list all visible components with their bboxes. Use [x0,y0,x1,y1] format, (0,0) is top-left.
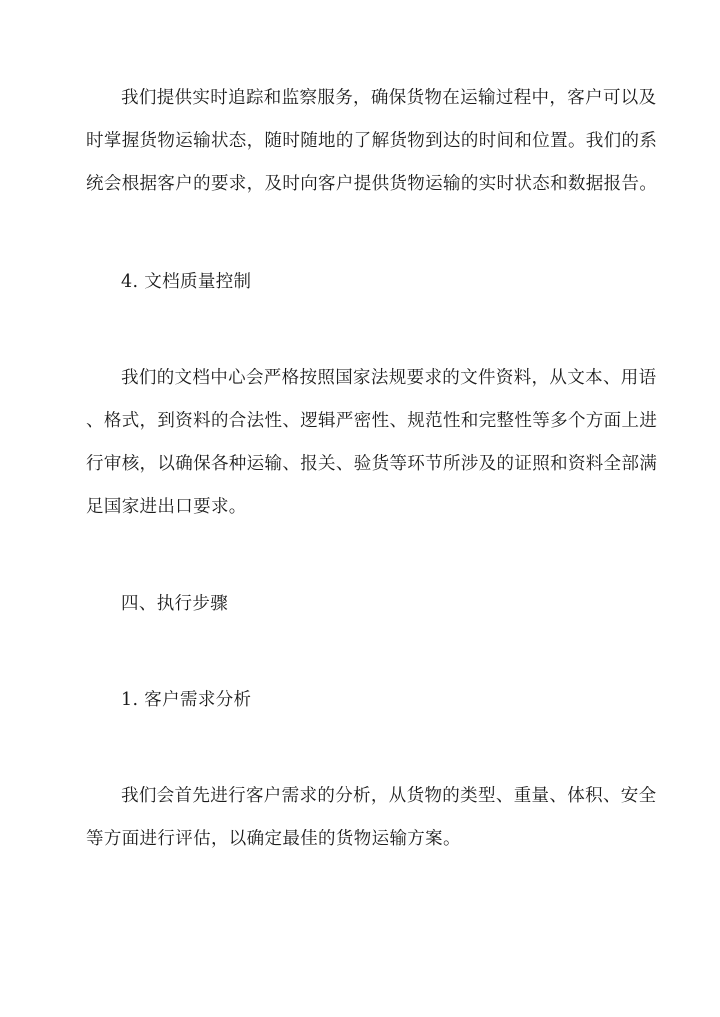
section-heading-document-quality: 4. 文档质量控制 [121,272,252,292]
paragraph-line: 时掌握货物运输状态，随时随地的了解货物到达的时间和位置。我们的系 [86,131,658,151]
paragraph-line: 等方面进行评估，以确定最佳的货物运输方案。 [86,829,461,849]
paragraph-line: 我们提供实时追踪和监察服务，确保货物在运输过程中，客户可以及 [121,88,657,108]
paragraph-line: 行审核，以确保各种运输、报关、验货等环节所涉及的证照和资料全部满 [86,454,658,474]
paragraph-line: 我们会首先进行客户需求的分析，从货物的类型、重量、体积、安全 [121,786,657,806]
paragraph-line: 统会根据客户的要求，及时向客户提供货物运输的实时状态和数据报告。 [86,174,658,194]
paragraph-line: 、格式，到资料的合法性、逻辑严密性、规范性和完整性等多个方面上进 [86,411,658,431]
paragraph-line: 我们的文档中心会严格按照国家法规要求的文件资料，从文本、用语 [121,368,657,388]
paragraph-line: 足国家进出口要求。 [86,497,247,517]
section-heading-customer-demand: 1. 客户需求分析 [121,690,252,710]
section-heading-execution-steps: 四、执行步骤 [121,594,229,614]
